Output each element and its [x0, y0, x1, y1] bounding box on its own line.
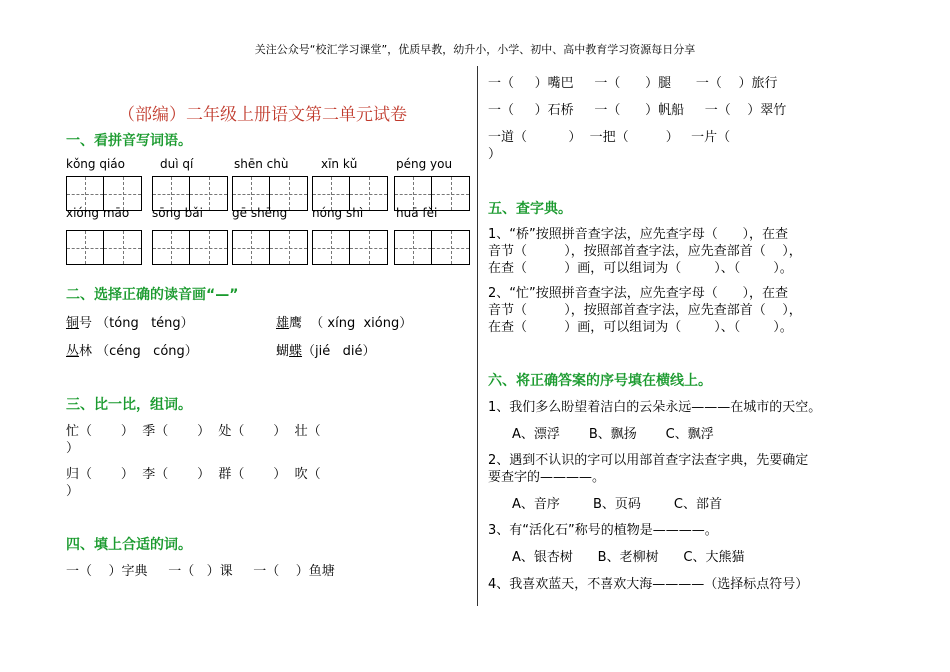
pinyin-4: xīn kǔ: [321, 157, 358, 171]
writing-box-6[interactable]: [66, 230, 142, 265]
writing-box-9[interactable]: [312, 230, 388, 265]
section-5-heading: 五、查字典。: [488, 201, 572, 217]
pinyin-10: huā fěi: [396, 206, 438, 220]
dict-q2-line3: 在查（ ）画，可以组词为（ ）、（ ）。: [488, 320, 793, 335]
compare-line-2-end: ）: [66, 484, 80, 499]
section-3-heading: 三、比一比，组词。: [66, 397, 192, 413]
compare-line-1: 忙（ ） 季（ ） 处（ ） 壮（: [66, 424, 321, 439]
dict-q2-line1: 2、“忙”按照拼音查字法，应先查字母（ ），在查: [488, 286, 789, 301]
pinyin-5: péng you: [396, 157, 453, 171]
section-2-heading: 二、选择正确的读音画“—”: [66, 287, 239, 303]
pronunciation-item-3[interactable]: 丛林 （céng cóng）: [66, 344, 198, 359]
section-1-heading: 一、看拼音写词语。: [66, 133, 192, 149]
compare-line-2: 归（ ） 李（ ） 群（ ） 吹（: [66, 467, 321, 482]
section-6-heading: 六、将正确答案的序号填在横线上。: [488, 373, 712, 389]
fill-line-4-end: ）: [488, 147, 502, 162]
pronunciation-item-4[interactable]: 蝴蝶（jié dié）: [276, 344, 376, 359]
pinyin-3: shēn chù: [234, 157, 289, 171]
fill-line-1: 一（ ）字典 一（ ）课 一（ ）鱼塘: [66, 564, 335, 579]
dict-q1-line3: 在查（ ）画，可以组词为（ ）、（ ）。: [488, 261, 793, 276]
pinyin-1: kǒng qiáo: [66, 157, 125, 171]
promo-banner: 关注公众号“校汇学习课堂”，优质早教，幼升小，小学、初中、高中教育学习资源每日分享: [254, 43, 696, 56]
pronunciation-item-1[interactable]: 铜号 （tóng téng）: [66, 316, 194, 331]
choice-q2-options[interactable]: A、音序 B、页码 C、部首: [512, 497, 723, 512]
pinyin-7: sōng bǎi: [152, 206, 203, 220]
writing-box-10[interactable]: [394, 230, 470, 265]
dict-q1-line1: 1、“桥”按照拼音查字法，应先查字母（ ），在查: [488, 227, 789, 242]
choice-q4: 4、我喜欢蓝天，不喜欢大海————（选择标点符号）: [488, 577, 809, 592]
column-divider: [477, 66, 478, 606]
fill-line-4: 一道（ ） 一把（ ） 一片（: [488, 130, 731, 145]
section-4-heading: 四、填上合适的词。: [66, 537, 192, 553]
dict-q2-line2: 音节（ ），按照部首查字法，应先查部首（ ），: [488, 303, 802, 318]
pronunciation-item-2[interactable]: 雄鹰 （ xíng xióng）: [276, 316, 413, 331]
choice-q2-line2: 要查字的————。: [488, 470, 606, 485]
choice-q3-options[interactable]: A、银杏树 B、老柳树 C、大熊猫: [512, 550, 745, 565]
pinyin-9: nóng shì: [312, 206, 364, 220]
writing-box-8[interactable]: [232, 230, 308, 265]
choice-q3: 3、有“活化石”称号的植物是————。: [488, 523, 718, 538]
choice-q1-options[interactable]: A、漂浮 B、飘扬 C、飘浮: [512, 427, 714, 442]
fill-line-2: 一（ ）嘴巴 一（ ）腿 一（ ）旅行: [488, 76, 778, 91]
choice-q2-line1: 2、遇到不认识的字可以用部首查字法查字典，先要确定: [488, 453, 809, 468]
pinyin-6: xióng māo: [66, 206, 130, 220]
exam-title: （部编）二年级上册语文第二单元试卷: [118, 105, 407, 125]
fill-line-3: 一（ ）石桥 一（ ）帆船 一（ ）翠竹: [488, 103, 787, 118]
pinyin-8: gē shēng: [232, 206, 288, 220]
choice-q1: 1、我们多么盼望着洁白的云朵永远———在城市的天空。: [488, 400, 822, 415]
pinyin-2: duì qí: [160, 157, 194, 171]
dict-q1-line2: 音节（ ），按照部首查字法，应先查部首（ ），: [488, 244, 802, 259]
compare-line-1-end: ）: [66, 441, 80, 456]
writing-box-7[interactable]: [152, 230, 228, 265]
